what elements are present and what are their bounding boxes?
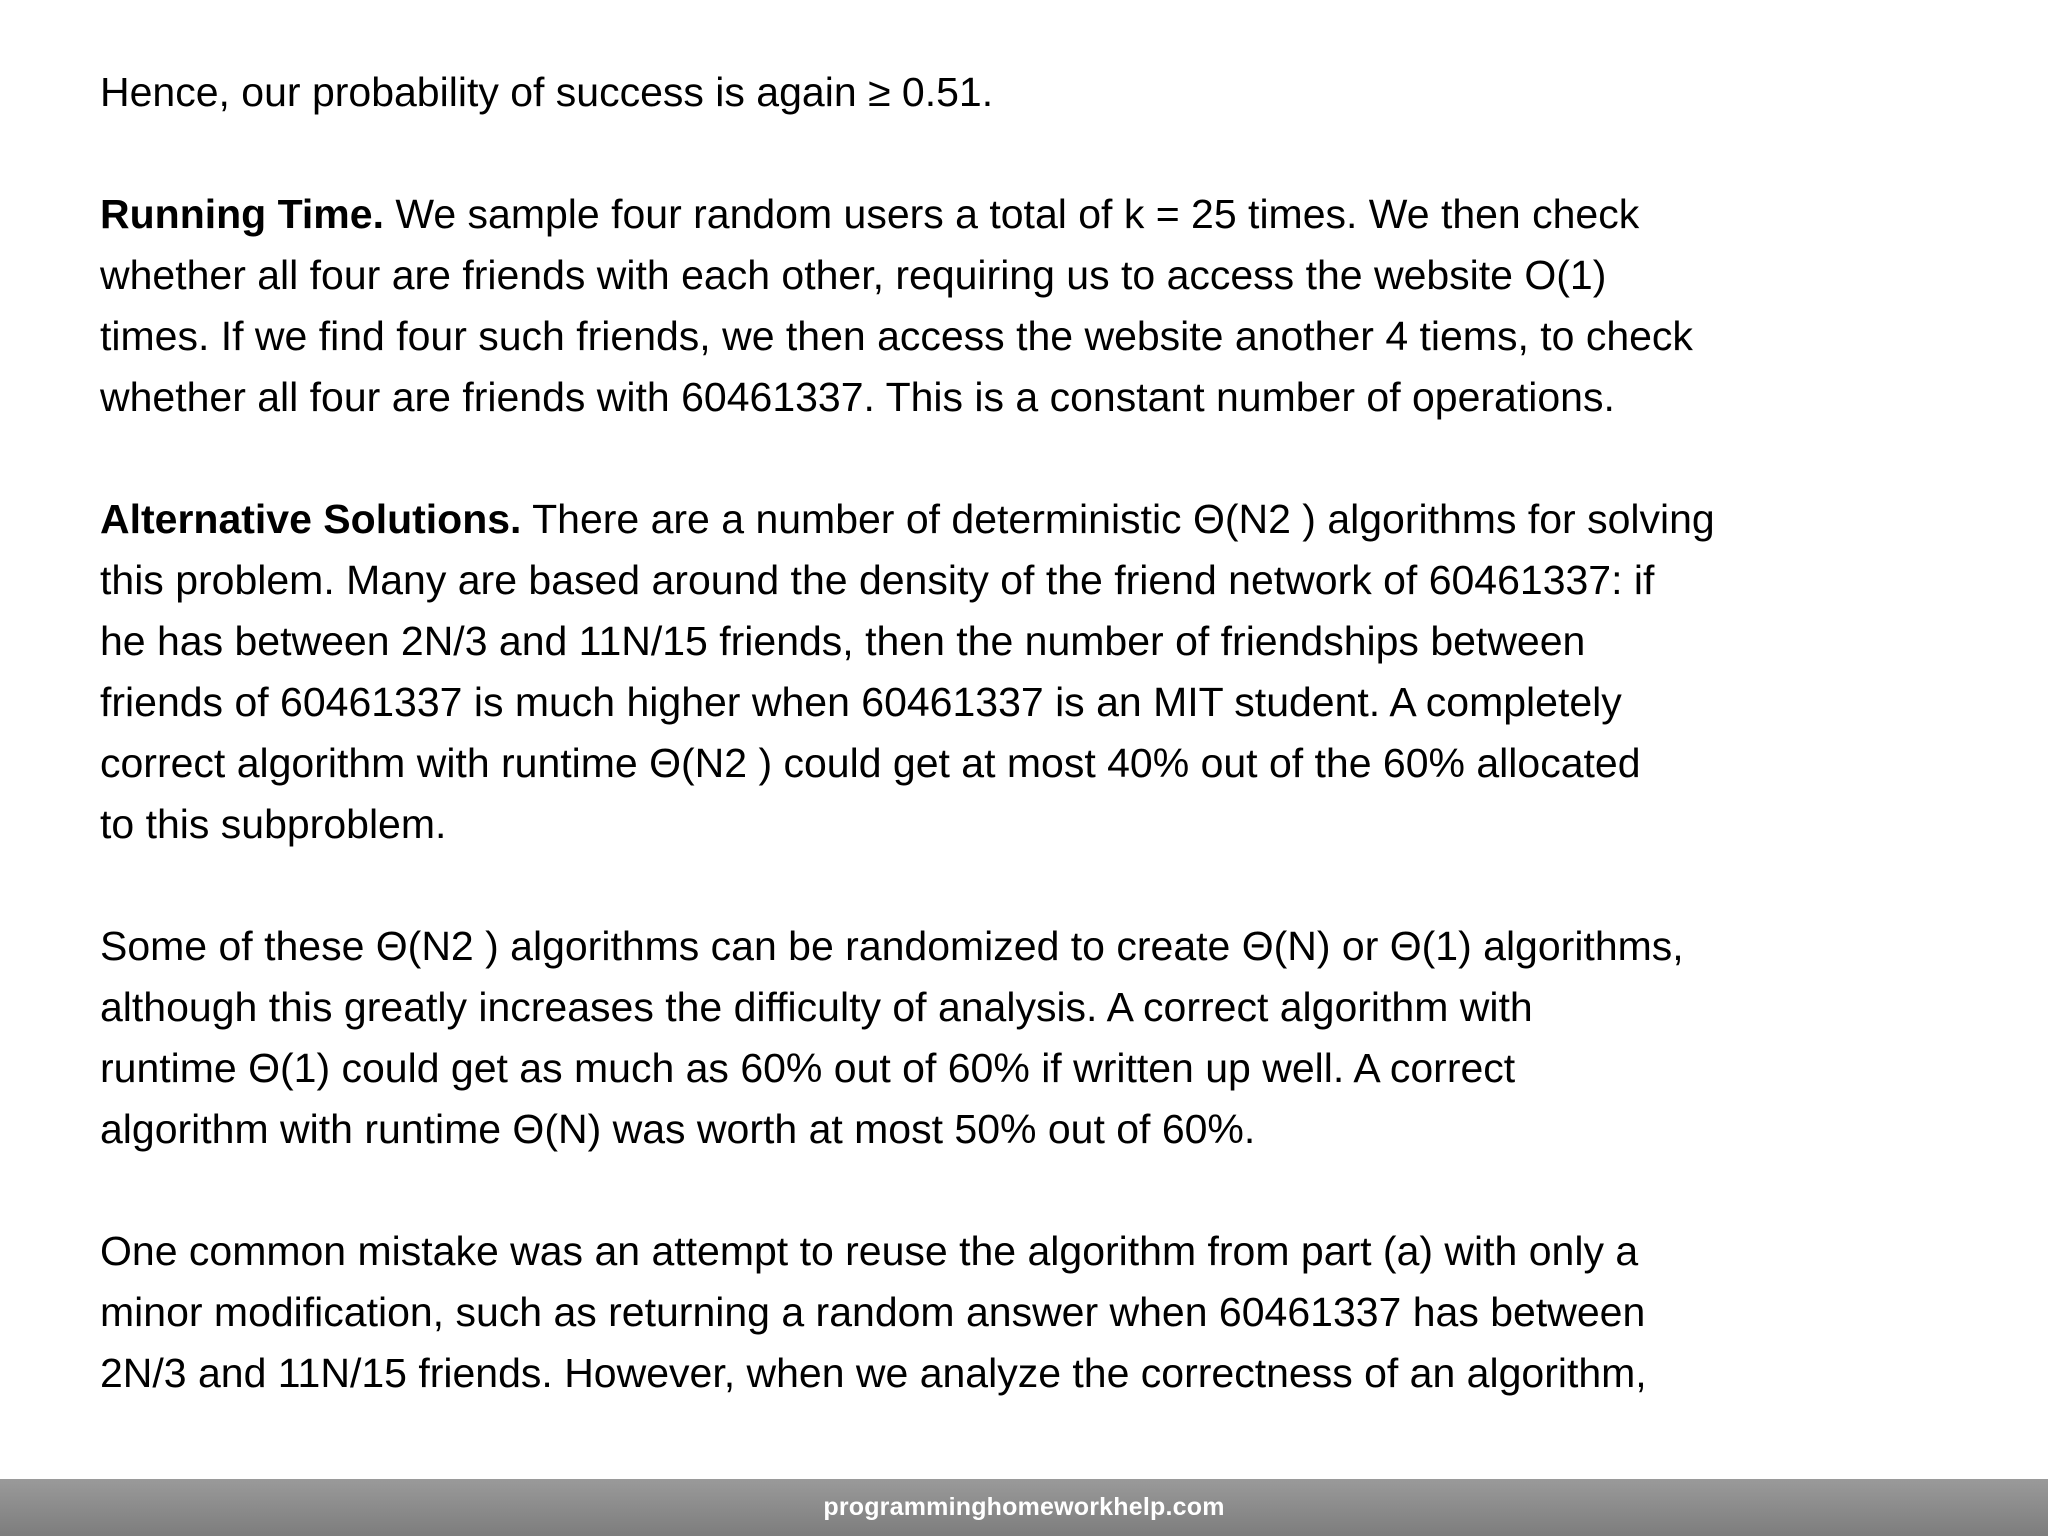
running-time-heading: Running Time. xyxy=(100,191,384,237)
running-time-line-3: times. If we find four such friends, we then access the website another 4 tiems, to check xyxy=(100,313,1693,359)
randomized-line-4: algorithm with runtime Θ(N) was worth at most 50% out of 60%. xyxy=(100,1106,1256,1152)
intro-line: Hence, our probability of success is again ≥ 0.51. xyxy=(100,69,994,115)
alternative-solutions-text-1: There are a number of deterministic Θ(N2 ) algorithms for solving xyxy=(521,496,1715,542)
mistake-line-3: 2N/3 and 11N/15 friends. However, when we analyze the correctness of an algorithm, xyxy=(100,1350,1647,1396)
alternative-solutions-line-6: to this subproblem. xyxy=(100,801,447,847)
alternative-solutions-paragraph xyxy=(100,489,2000,855)
alternative-solutions-line-5: correct algorithm with runtime Θ(N2 ) could get at most 40% out of the 60% allocated xyxy=(100,740,1641,786)
randomized-line-3: runtime Θ(1) could get as much as 60% out of 60% if written up well. A correct xyxy=(100,1045,1516,1091)
footer-bar xyxy=(0,1479,2048,1536)
alternative-solutions-line-3: he has between 2N/3 and 11N/15 friends, then the number of friendships between xyxy=(100,618,1586,664)
running-time-paragraph xyxy=(100,184,2000,428)
mistake-line-1: One common mistake was an attempt to reuse the algorithm from part (a) with only a xyxy=(100,1228,1639,1274)
mistake-paragraph xyxy=(100,1221,2000,1404)
randomized-line-2: although this greatly increases the difficulty of analysis. A correct algorithm with xyxy=(100,984,1533,1030)
intro-paragraph xyxy=(100,62,2000,123)
running-time-line-1 xyxy=(100,184,2000,245)
alternative-solutions-line-2: this problem. Many are based around the density of the friend network of 60461337: if xyxy=(100,557,1655,603)
alternative-solutions-line-1 xyxy=(100,489,2000,550)
document-body xyxy=(100,62,2000,1404)
running-time-text-1: We sample four random users a total of k = 25 times. We then check xyxy=(383,191,1640,237)
randomized-paragraph xyxy=(100,916,2000,1160)
alternative-solutions-line-4: friends of 60461337 is much higher when 60461337 is an MIT student. A completely xyxy=(100,679,1622,725)
running-time-line-2: whether all four are friends with each other, requiring us to access the website O(1) xyxy=(100,252,1607,298)
alternative-solutions-heading: Alternative Solutions. xyxy=(100,496,522,542)
randomized-line-1: Some of these Θ(N2 ) algorithms can be randomized to create Θ(N) or Θ(1) algorithms, xyxy=(100,923,1684,969)
mistake-line-2: minor modification, such as returning a random answer when 60461337 has between xyxy=(100,1289,1646,1335)
running-time-line-4: whether all four are friends with 60461337. This is a constant number of operations. xyxy=(100,374,1615,420)
footer-website-text: programminghomeworkhelp.com xyxy=(823,1493,1225,1521)
